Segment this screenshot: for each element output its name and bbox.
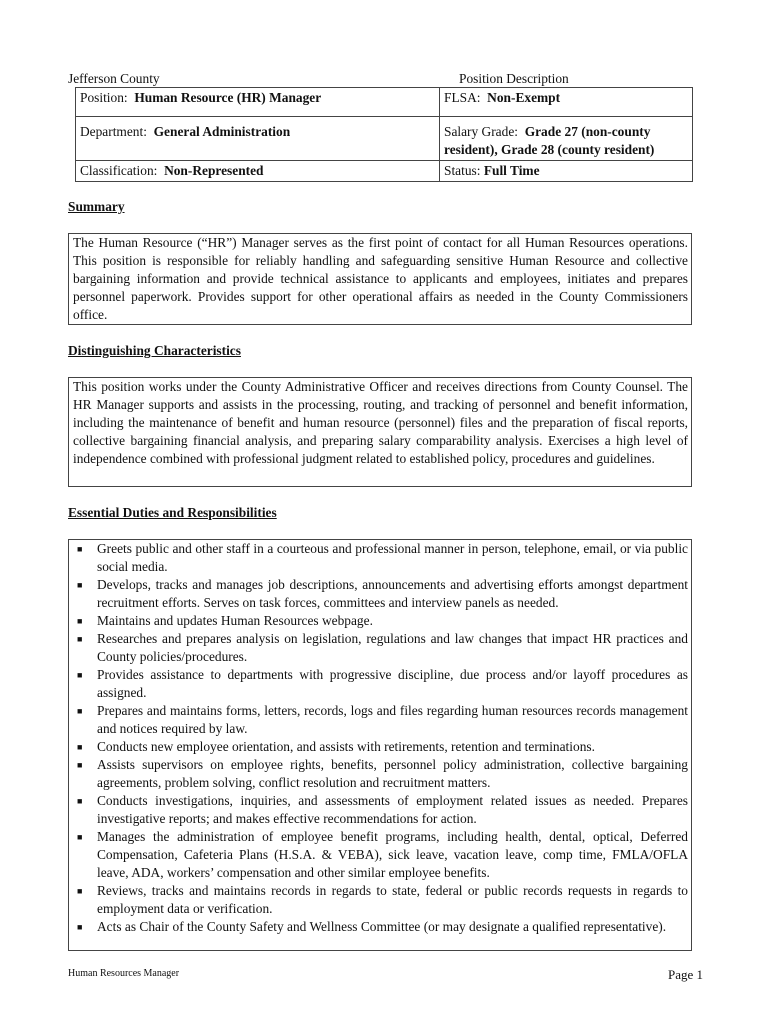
- duty-text: Develops, tracks and manages job descriptions, announcements and advertising efforts amongst department recruitment efforts. Serves on task forces, committees and interview panels as needed.: [97, 577, 688, 610]
- square-bullet-icon: ■: [77, 922, 83, 932]
- duty-text: Prepares and maintains forms, letters, records, logs and files regarding human resources records management and notices required by law.: [97, 703, 688, 736]
- duty-text: Manages the administration of employee benefit programs, including health, dental, optical, Deferred Compensation, Cafeteria Plans (H.S.A. & VEBA), sick leave, vacation leave, comp time, FMLA/OFLA leave, ADA, workers’ compensation and other similar employee benefits.: [97, 829, 688, 880]
- duty-text: Conducts new employee orientation, and assists with retirements, retention and terminations.: [97, 739, 595, 754]
- classification-label: Classification:: [80, 163, 158, 178]
- duty-item: [77, 918, 688, 936]
- duty-item: [77, 738, 688, 756]
- square-bullet-icon: ■: [77, 580, 83, 590]
- department-cell: [76, 117, 440, 161]
- department-label: Department:: [80, 124, 147, 139]
- square-bullet-icon: ■: [77, 706, 83, 716]
- classification-value: Non-Represented: [164, 163, 264, 178]
- square-bullet-icon: ■: [77, 832, 83, 842]
- salary-cell: [440, 117, 693, 161]
- duties-heading: Essential Duties and Responsibilities: [68, 505, 277, 520]
- duty-text: Conducts investigations, inquiries, and assessments of employment related issues as needed. Prepares investigative reports; and makes effective recommendations for action.: [97, 793, 688, 826]
- square-bullet-icon: ■: [77, 796, 83, 806]
- square-bullet-icon: ■: [77, 760, 83, 770]
- flsa-cell: [440, 88, 693, 117]
- duty-text: Maintains and updates Human Resources webpage.: [97, 613, 373, 628]
- duty-item: [77, 630, 688, 666]
- square-bullet-icon: ■: [77, 742, 83, 752]
- flsa-label: FLSA:: [444, 90, 481, 105]
- duty-item: [77, 666, 688, 702]
- document-type: Position Description: [459, 71, 569, 86]
- duty-item: [77, 756, 688, 792]
- duty-text: Provides assistance to departments with progressive discipline, due process and/or layoff procedures as assigned.: [97, 667, 688, 700]
- position-cell: [76, 88, 440, 117]
- flsa-value: Non-Exempt: [487, 90, 561, 105]
- department-value: General Administration: [153, 124, 291, 139]
- duty-text: Reviews, tracks and maintains records in regards to state, federal or public records requests in regards to employment data or verification.: [97, 883, 688, 916]
- position-label: Position:: [80, 90, 128, 105]
- duty-item: [77, 702, 688, 738]
- duty-text: Greets public and other staff in a courteous and professional manner in person, telephone, email, or via public social media.: [97, 541, 688, 574]
- status-label: Status:: [444, 163, 481, 178]
- duty-item: [77, 612, 688, 630]
- position-info-table: [75, 87, 693, 182]
- duty-item: [77, 792, 688, 828]
- salary-value: Grade 27 (non-county resident), Grade 28 (county resident): [444, 124, 655, 157]
- duty-text: Researches and prepares analysis on legislation, regulations and law changes that impact HR practices and County policies/procedures.: [97, 631, 688, 664]
- summary-box: The Human Resource (“HR”) Manager serves as the first point of contact for all Human Resources operations. This position is responsible for reliably handling and safeguarding sensitive Human Resource and collective bargaining information and provide technical assistance to applicants and employees, initiates and prepares personnel paperwork. Provides support for other operational affairs as needed in the County Commissioners office.: [68, 233, 692, 325]
- salary-label: Salary Grade:: [444, 124, 518, 139]
- duty-item: [77, 540, 688, 576]
- distinguishing-box: This position works under the County Administrative Officer and receives directions from County Counsel. The HR Manager supports and assists in the processing, routing, and tracking of personnel and benefit information, including the maintenance of benefit and human resource (personnel) files and the preparation of fiscal reports, collective bargaining financial analysis, and preparing salary comparability analysis. Exercises a high level of independence combined with professional judgment related to established policy, procedures and guidelines.: [68, 377, 692, 487]
- square-bullet-icon: ■: [77, 886, 83, 896]
- summary-heading: Summary: [68, 199, 125, 214]
- square-bullet-icon: ■: [77, 616, 83, 626]
- duty-text: Assists supervisors on employee rights, benefits, personnel policy administration, collective bargaining agreements, problem solving, conflict resolution and recruitment matters.: [97, 757, 688, 790]
- square-bullet-icon: ■: [77, 634, 83, 644]
- position-value: Human Resource (HR) Manager: [134, 90, 322, 105]
- duty-item: [77, 828, 688, 882]
- duty-item: [77, 882, 688, 918]
- status-cell: [440, 161, 693, 182]
- footer-title: Human Resources Manager: [68, 968, 180, 979]
- distinguishing-heading: Distinguishing Characteristics: [68, 343, 241, 358]
- duties-box: [68, 539, 692, 951]
- status-value: Full Time: [483, 163, 540, 178]
- duties-list: [77, 540, 688, 936]
- classification-cell: [76, 161, 440, 182]
- page-number: Page 1: [668, 967, 704, 982]
- duty-text: Acts as Chair of the County Safety and Wellness Committee (or may designate a qualified representative).: [97, 919, 667, 934]
- duty-item: [77, 576, 688, 612]
- square-bullet-icon: ■: [77, 544, 83, 554]
- county-name: Jefferson County: [68, 71, 160, 86]
- square-bullet-icon: ■: [77, 670, 83, 680]
